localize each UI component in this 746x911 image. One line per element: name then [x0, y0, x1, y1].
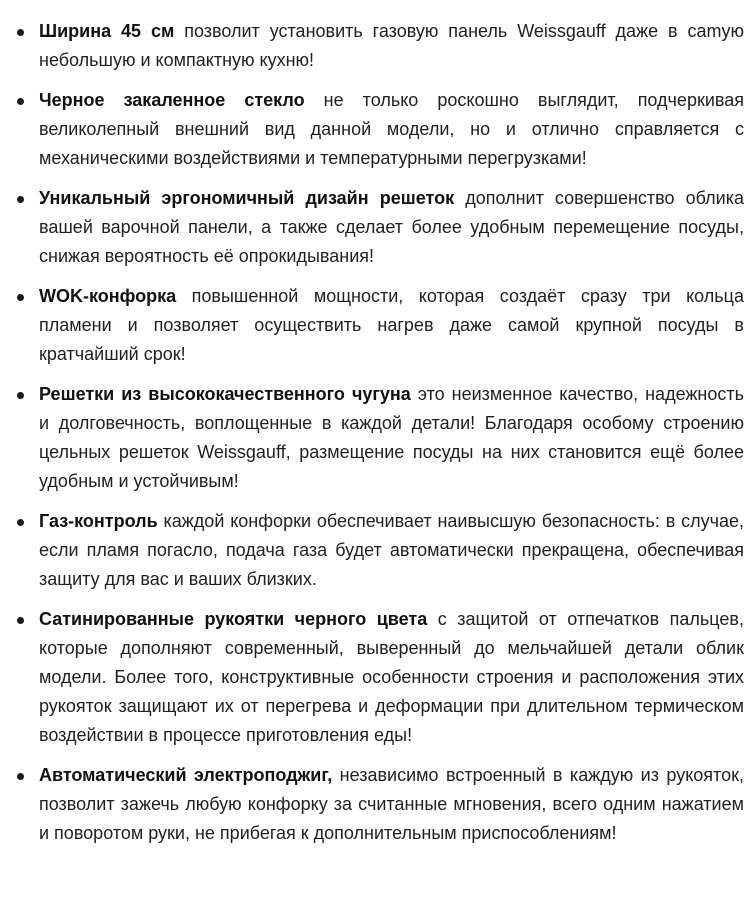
bullet-icon	[17, 617, 24, 624]
feature-text: независимо встроенный в каждую из рукояток, позволит зажечь любую конфорку за считанные мгновения, всего одним нажатием и поворотом руки, не прибегая к дополнительным приспособлениям!	[39, 765, 744, 843]
bullet-icon	[17, 29, 24, 36]
feature-text: дополнит совершенство облика вашей варочной панели, а также сделает более удобным перемещение посуды, снижая вероятность её опрокидывания!	[39, 188, 744, 266]
list-item	[0, 380, 746, 496]
bullet-icon	[17, 519, 24, 526]
feature-text: с защитой от отпечатков пальцев, которые дополняют современный, выверенный до мельчайшей детали облик модели. Более того, конструктивные особенности строения и расположения этих рукояток защищают их от перегрева и деформации при длительном термическом воздействии в процессе приготовления еды!	[39, 609, 744, 745]
list-item	[0, 605, 746, 750]
feature-text: повышенной мощности, которая создаёт сразу три кольца пламени и позволяет осуществить нагрев даже самой крупной посуды в кратчайший срок!	[39, 286, 744, 364]
feature-text: не только роскошно выглядит, подчеркивая великолепный внешний вид данной модели, но и отлично справляется с механическими воздействиями и температурными перегрузками!	[39, 90, 745, 168]
feature-title: Черное закаленное стекло	[39, 90, 305, 110]
bullet-icon	[17, 773, 24, 780]
list-item	[0, 86, 746, 173]
bullet-icon	[17, 392, 24, 399]
feature-title: Автоматический электроподжиг,	[39, 765, 333, 785]
feature-title: Сатинированные рукоятки черного цвета	[39, 609, 428, 629]
feature-title: Решетки из высококачественного чугуна	[39, 384, 411, 404]
bullet-icon	[17, 294, 24, 301]
list-item	[0, 282, 746, 369]
list-item	[0, 17, 746, 75]
feature-text: каждой конфорки обеспечивает наивысшую безопасность: в случае, если пламя погасло, подача газа будет автоматически прекращена, обеспечивая защиту для вас и ваших близких.	[39, 511, 744, 589]
list-item	[0, 184, 746, 271]
feature-text: позволит установить газовую панель Weissgauff даже в саmую небольшую и компактную кухню!	[39, 21, 744, 70]
feature-title: Уникальный эргономичный дизайн решеток	[39, 188, 455, 208]
list-item	[0, 761, 746, 848]
bullet-icon	[17, 196, 24, 203]
feature-text: это неизменное качество, надежность и долговечность, воплощенные в каждой детали! Благодаря особому строению цельных решеток Weissgauff, размещение посуды на них становится ещё более удобным и устойчивым!	[39, 384, 744, 491]
feature-title: Ширина 45 см	[39, 21, 175, 41]
bullet-icon	[17, 98, 24, 105]
feature-title: Газ-контроль	[39, 511, 158, 531]
list-item	[0, 507, 746, 594]
feature-title: WOK-конфорка	[39, 286, 177, 306]
